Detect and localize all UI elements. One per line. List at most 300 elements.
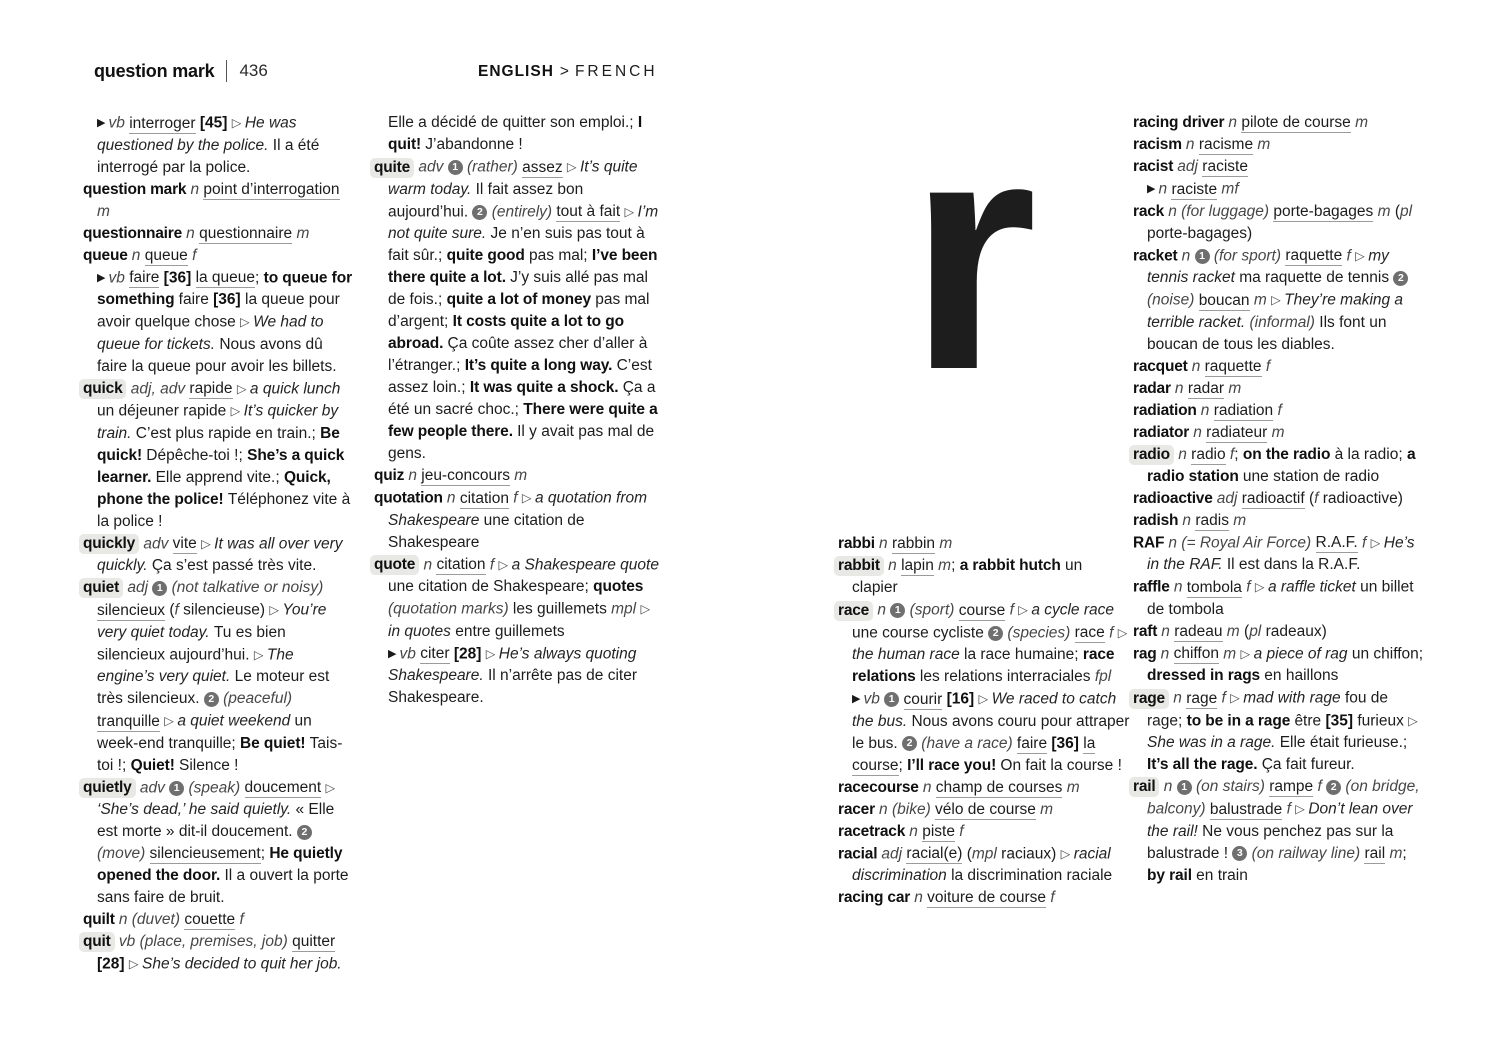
example-text: my tennis racket [1147,247,1389,286]
example-text: mad with rage [1243,689,1345,707]
plain-text: Elle apprend vite.; [155,468,284,486]
translation: doucement [244,779,322,796]
translation: balustrade [1209,800,1283,818]
bold-phrase: on the radio [1242,445,1335,463]
translation: interroger [129,114,196,132]
example-text: a quiet weekend [177,712,295,730]
headword-highlighted: quit [79,932,115,952]
grammar-label: n [914,889,928,906]
headword: raft [1133,622,1162,640]
grammar-label: n [1228,114,1242,131]
plain-text: Il y avait pas mal de gens. [388,423,655,462]
plain-text: Ils font un boucan de tous les diables. [1147,313,1387,353]
grammar-label: n [909,822,923,840]
translation: racisme [1198,136,1254,153]
sub-entry-marker-icon: ▶ [852,693,864,705]
headword-highlighted: quick [79,379,126,399]
dictionary-entry [838,821,1130,843]
dictionary-entry [1133,643,1425,688]
example-marker-icon: ▷ [521,491,535,505]
headword: question mark [83,180,191,198]
translation: chiffon [1173,645,1219,662]
plain-text: ( [165,601,175,619]
headword: racetrack [838,822,910,840]
headword-highlighted: quote [370,555,419,575]
plain-text: Elle a décidé de quitter son emploi.; [388,114,638,131]
example-text: a raffle ticket [1267,578,1361,596]
bold-phrase: Be quiet! [240,734,310,752]
headword: raffle [1133,578,1174,596]
sub-entry-marker-icon: ▶ [388,647,400,660]
translation: radioactif [1241,489,1305,507]
translation: quitter [292,933,336,950]
translation: rampe [1269,778,1314,795]
plain-text: Je n’en suis pas tout à fait sûr.; [388,225,645,264]
bold-phrase: It’s all the rage. [1147,756,1262,773]
example-marker-icon: ▷ [128,957,142,971]
translation: silencieusement [149,845,261,862]
plain-text: un clapier [852,557,1083,596]
grammar-label: (noise) [1147,291,1199,309]
example-marker-icon: ▷ [1355,248,1369,263]
grammar-label: (on bridge, balcony) [1147,778,1420,818]
sense-number: 2 [472,205,487,220]
grammar-label: mpl [611,600,641,618]
dictionary-entry [374,487,660,554]
example-marker-icon: ▷ [498,557,512,572]
dictionary-entry [83,931,355,976]
grammar-label: (move) [97,845,150,862]
sense-number: 2 [902,736,917,751]
grammar-label: (peaceful) [218,690,293,707]
example-text: racial discrimination [852,845,1111,884]
headword: queue [83,246,132,264]
bold-phrase: I quit! [388,114,643,153]
plain-text: ; [951,557,960,574]
dictionary-entry [838,688,1130,777]
dictionary-entry [83,909,355,931]
translation: tombola [1186,578,1242,596]
translation: rabbin [891,535,936,552]
dictionary-entry [83,179,355,223]
plain-text: en haillons [1264,667,1339,684]
dictionary-entry [838,555,1130,599]
grammar-label: m [1267,423,1285,441]
bold-phrase: She’s a quick learner. [97,446,345,486]
grammar-label: m [1253,136,1271,153]
dictionary-entry [838,887,1130,909]
grammar-label: fpl [1094,668,1112,685]
bold-phrase: dressed in rags [1147,667,1265,684]
language-right-label: FRENCH [574,63,658,80]
grammar-label: (on railway line) [1247,844,1365,862]
grammar-label: n [1173,578,1187,596]
verb-table-ref: [28] [453,645,482,662]
grammar-label: pl [1249,622,1262,640]
grammar-label: m [1350,114,1369,131]
dictionary-entry [1133,201,1425,245]
grammar-label: f [235,911,244,928]
translation: radio [1191,445,1226,463]
plain-text: porte-bagages) [1147,224,1253,242]
grammar-label: n [1193,423,1207,441]
plain-text: à la radio; [1334,445,1407,463]
grammar-label: n [131,246,145,264]
section-title [478,63,658,81]
grammar-label: (rather) [462,158,523,176]
guide-word: question mark [94,60,215,81]
headword: racket [1133,247,1182,264]
plain-text: On fait la course ! [1000,756,1122,774]
plain-text: ; [1402,844,1407,862]
grammar-label: (not talkative or noisy) [167,579,324,596]
example-marker-icon: ▷ [640,602,651,616]
headword: racial [838,845,882,862]
plain-text: pas mal d’argent; [388,291,650,330]
verb-table-ref: [45] [199,114,228,132]
grammar-label: m [1035,800,1054,818]
headword-highlighted: race [834,601,873,621]
bold-phrase: by rail [1147,866,1197,884]
sense-number: 2 [988,626,1003,641]
bold-phrase: It was quite a shock. [469,379,623,396]
grammar-label: n [423,556,437,573]
dictionary-entry [83,223,355,245]
example-text: It’s quicker by train. [97,402,339,442]
example-text: ‘She’s dead,’ he said quietly. [97,801,296,818]
grammar-label: m [1385,844,1403,862]
translation: faire [1016,734,1048,752]
bold-phrase: race relations [852,646,1115,685]
headword: radish [1133,511,1183,529]
verb-table-ref: [36] [213,291,241,308]
plain-text: une citation de Shakespeare; [388,578,594,595]
dictionary-entry [83,245,355,267]
sense-number: 1 [890,603,905,618]
plain-text: Ça a été un sacré choc.; [388,379,656,418]
plain-text: Elle était furieuse.; [1279,734,1408,751]
grammar-label: adj, adv [130,380,190,397]
headword-highlighted: rail [1129,777,1159,797]
headword-highlighted: quickly [79,534,139,554]
bold-phrase: quite good [446,247,530,264]
translation: raciste [1202,158,1248,175]
plain-text: radioactive) [1318,489,1403,507]
dictionary-entry [83,577,355,777]
column-1 [83,112,355,976]
plain-text: Il est dans la R.A.F. [1226,556,1361,573]
plain-text: Tais-toi !; [97,734,343,774]
example-text: She was in a rage. [1147,734,1280,751]
plain-text: C’est assez loin.; [388,357,652,396]
verb-table-ref: [36] [1051,734,1079,752]
grammar-label: m [1249,291,1267,309]
plain-text: ( [1390,202,1400,220]
sense-number: 1 [884,692,899,707]
grammar-label: f [1273,401,1282,419]
grammar-label: n [1191,357,1205,375]
translation: racial(e) [906,845,963,862]
plain-text: fou de rage; [1147,689,1389,729]
grammar-label: mpl [971,845,997,862]
grammar-label: n [1161,622,1175,640]
headword: radioactive [1133,489,1217,507]
bold-phrase: It costs quite a lot to go abroad. [388,313,624,352]
headword: quilt [83,911,119,928]
plain-text: les guillemets [512,600,612,618]
sense-number: 1 [1195,249,1210,264]
translation: course [958,601,1006,619]
grammar-label: adv [139,779,170,796]
example-marker-icon: ▷ [1018,603,1032,617]
sense-number: 2 [1326,780,1341,795]
sense-number: 1 [152,581,167,596]
grammar-label: (speak) [184,779,245,796]
grammar-label: adv [143,535,173,552]
header-divider [226,60,227,82]
grammar-label: m [1222,622,1240,640]
verb-table-ref: [28] [97,955,125,973]
plain-text: Ça s’est passé très vite. [151,557,317,574]
grammar-label: m [1218,645,1237,662]
example-marker-icon: ▷ [1117,625,1128,640]
dictionary-entry [374,112,660,156]
translation: vélo de course [935,800,1036,818]
translation: raquette [1204,357,1262,375]
plain-text: raciaux) [996,845,1061,862]
plain-text: une citation de Shakespeare [388,511,585,551]
translation: citation [459,489,509,507]
plain-text: Téléphonez vite à la police ! [97,490,351,530]
headword: rag [1133,645,1161,662]
grammar-label: (informal) [1249,313,1320,331]
dictionary-entry [838,599,1130,688]
example-marker-icon: ▷ [566,160,580,174]
example-marker-icon: ▷ [1271,293,1285,307]
plain-text: ( [1304,489,1315,507]
plain-text: un billet de tombola [1147,578,1414,618]
plain-text: Il n’arrête pas de citer Shakespeare. [388,667,638,706]
headword: racecourse [838,778,923,796]
plain-text: Ne vous penchez pas sur la balustrade ! [1147,822,1394,862]
example-text: We had to queue for tickets. [97,313,324,353]
translation: pilote de course [1241,114,1351,131]
grammar-label: n [1173,689,1187,707]
translation: raquette [1285,247,1343,264]
plain-text: être [1294,712,1326,729]
bold-phrase: quotes [593,578,644,595]
grammar-label: (on stairs) [1191,778,1270,795]
grammar-label: n (bike) [879,800,936,818]
grammar-label: f [1342,247,1351,264]
dictionary-entry [1133,532,1425,577]
grammar-label: n [1200,401,1214,419]
sense-number: 2 [204,692,219,707]
dictionary-entry [838,777,1130,799]
translation: jeu-concours [421,467,510,484]
example-marker-icon: ▷ [978,692,992,706]
example-marker-icon: ▷ [485,646,499,661]
grammar-label: vb [863,690,885,708]
headword: radar [1133,379,1175,397]
grammar-label: n [1181,247,1195,264]
grammar-label: m [510,467,528,484]
bold-phrase: He quietly opened the door. [97,845,343,884]
example-marker-icon: ▷ [325,780,336,795]
grammar-label: (for sport) [1209,247,1286,264]
translation: rapide [189,380,233,397]
headword: racing driver [1133,114,1229,131]
grammar-label: mf [1217,180,1239,198]
grammar-label: n [1178,445,1192,463]
verb-table-ref: [35] [1325,712,1354,729]
headword: rabbi [838,535,880,552]
grammar-label: f [187,246,197,264]
example-marker-icon: ▷ [236,381,250,396]
plain-text: un chiffon; [1351,645,1424,662]
bold-phrase: to be in a rage [1186,712,1295,729]
grammar-label: f [1104,624,1114,641]
grammar-label: (sport) [905,601,959,619]
grammar-label: m [935,535,953,552]
example-text: You’re very quiet today. [97,601,327,641]
plain-text: ; [255,269,264,286]
headword: racquet [1133,357,1192,375]
dictionary-entry [1133,400,1425,422]
example-marker-icon: ▷ [1295,802,1309,816]
example-text: a quick lunch [249,380,341,397]
example-marker-icon: ▷ [1060,846,1074,861]
dictionary-entry [1133,178,1425,201]
dictionary-entry [1133,422,1425,444]
grammar-label: vb [108,114,130,132]
headword-highlighted: quiet [79,578,123,598]
grammar-label: n [888,557,902,574]
grammar-label: n [877,601,891,619]
plain-text: Le moteur est très silencieux. [97,668,330,707]
translation: silencieux [97,601,166,619]
plain-text: ; [1234,445,1243,463]
plain-text: Ça coûte assez cher d’aller à l’étranger.; [388,335,648,374]
verb-table-ref: [36] [163,269,192,286]
plain-text: ; [898,756,908,774]
headword: racing car [838,889,915,906]
grammar-label: n [1185,136,1199,153]
grammar-label: (entirely) [487,203,557,220]
grammar-label: n [879,535,892,552]
translation: radiation [1213,401,1274,419]
column-4 [1133,112,1425,887]
plain-text: Silence ! [179,756,239,774]
headword-highlighted: rabbit [834,556,884,576]
dictionary-entry [374,156,660,465]
grammar-label: m [1228,511,1247,529]
translation: radeau [1174,622,1223,640]
column-2 [374,112,660,709]
plain-text: radeaux) [1261,622,1327,640]
translation: porte-bagages [1273,202,1374,220]
example-marker-icon: ▷ [201,536,215,551]
grammar-label: m [933,557,952,574]
headword: questionnaire [83,224,187,242]
dictionary-entry [1133,245,1425,356]
bold-phrase: to queue for something [97,269,353,308]
plain-text: Il fait assez bon aujourd’hui. [388,180,584,220]
example-marker-icon: ▷ [231,116,245,130]
plain-text: Dépêche-toi !; [146,446,248,464]
grammar-label: f [508,489,518,507]
example-text: He’s always quoting Shakespeare. [388,645,637,684]
translation: citation [436,556,486,573]
headword: racist [1133,158,1178,175]
grammar-label: vb [399,645,421,662]
dictionary-entry [374,465,660,487]
sense-number: 1 [448,160,463,175]
dictionary-entry [1133,488,1425,510]
dictionary-entry [83,267,355,378]
translation: tout à fait [556,203,621,220]
dictionary-entry [374,554,660,643]
grammar-label: f [954,822,964,840]
grammar-label: m [1224,379,1242,397]
headword: quotation [374,489,447,507]
dictionary-entry [838,843,1130,888]
bold-phrase: I’ve been there quite a lot. [388,247,658,286]
grammar-label: n [922,778,936,796]
plain-text: Il a été interrogé par la police. [97,136,320,176]
dictionary-entry [1133,576,1425,621]
sub-entry-marker-icon: ▶ [97,271,109,284]
dictionary-entry [1133,687,1425,776]
dictionary-entry [83,777,355,910]
bold-phrase: a radio station [1147,445,1416,485]
translation: champ de courses [935,778,1063,796]
grammar-label: n (for luggage) [1168,202,1274,220]
bold-phrase: a rabbit hutch [959,557,1065,574]
dictionary-entry [1133,776,1425,887]
grammar-label: adj [881,845,907,862]
grammar-label: m [292,224,310,242]
dictionary-entry [1133,621,1425,643]
grammar-label: f [1313,778,1322,795]
plain-text [191,269,195,286]
dictionary-entry [1133,356,1425,378]
example-text: a cycle race [1031,601,1115,619]
plain-text: « Elle est morte » dit-il doucement. [97,801,335,840]
headword-highlighted: quite [370,158,414,178]
dictionary-entry [1133,112,1425,134]
example-text: in quotes [388,622,456,640]
grammar-label: adj [127,579,153,596]
bold-phrase: Quiet! [130,756,179,774]
plain-text: la race humaine; [964,646,1083,663]
plain-text: C’est plus rapide en train.; [135,424,321,442]
grammar-label: n (= Royal Air Force) [1168,534,1316,551]
grammar-label: vb (place, premises, job) [118,933,293,950]
translation: R.A.F. [1315,534,1358,551]
grammar-label: (species) [1003,624,1075,641]
translation: point d’interrogation [203,180,340,198]
translation: rage [1186,689,1218,707]
sub-entry-marker-icon: ▶ [1147,183,1159,195]
bold-phrase: I’ll race you! [907,756,1001,774]
direction-arrow: > [559,63,569,80]
grammar-label: n [186,224,200,242]
translation: boucan [1198,291,1250,309]
plain-text: entre guillemets [455,622,565,640]
headword: radiator [1133,423,1194,441]
verb-table-ref: [16] [946,690,975,708]
